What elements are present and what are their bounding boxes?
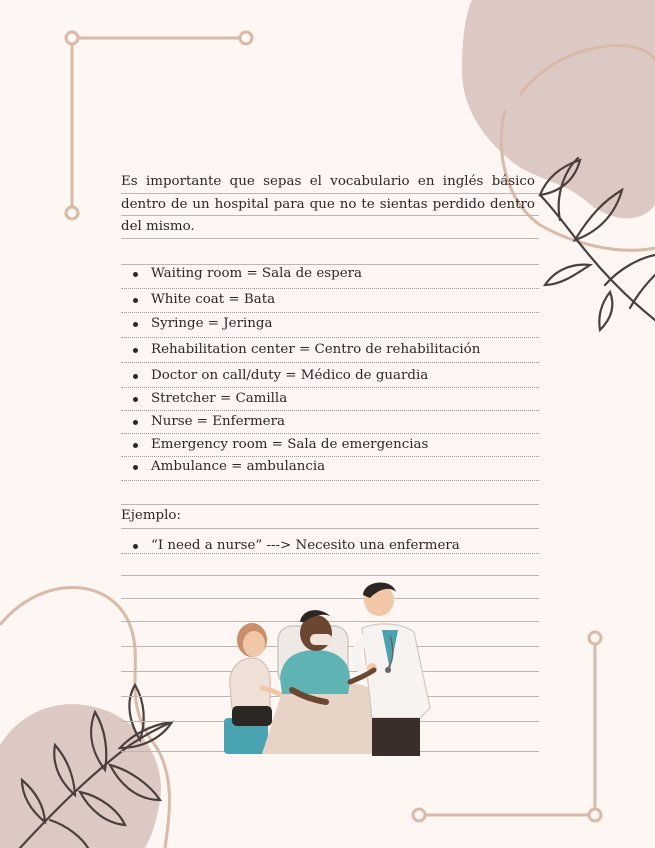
vocabulary-item: Syringe = Jeringa (121, 315, 272, 333)
bottom-left-blob (0, 704, 161, 848)
example-label: Ejemplo: (121, 508, 181, 523)
frame-dot (413, 809, 425, 821)
vocabulary-item: Stretcher = Camilla (121, 390, 287, 408)
vocabulary-item: Ambulance = ambulancia (121, 458, 325, 476)
frame-dot (66, 207, 78, 219)
frame-dot (66, 32, 78, 44)
hospital-scene-illustration (222, 578, 434, 756)
vocabulary-item: Emergency room = Sala de emergencias (121, 436, 428, 454)
vocabulary-item: Waiting room = Sala de espera (121, 265, 362, 283)
frame-dot (240, 32, 252, 44)
example-item: “I need a nurse” ---> Necesito una enfermera (121, 537, 460, 555)
frame-dot (589, 632, 601, 644)
intro-paragraph: Es importante que sepas el vocabulario en inglés básico dentro de un hospital para que no te sientas perdido dentro del mismo. (121, 174, 535, 234)
vocabulary-item: Rehabilitation center = Centro de rehabilitación (121, 341, 480, 359)
vocabulary-item: White coat = Bata (121, 291, 275, 309)
frame-dot (589, 809, 601, 821)
vocabulary-item: Doctor on call/duty = Médico de guardia (121, 367, 428, 385)
vocabulary-item: Nurse = Enfermera (121, 413, 285, 431)
